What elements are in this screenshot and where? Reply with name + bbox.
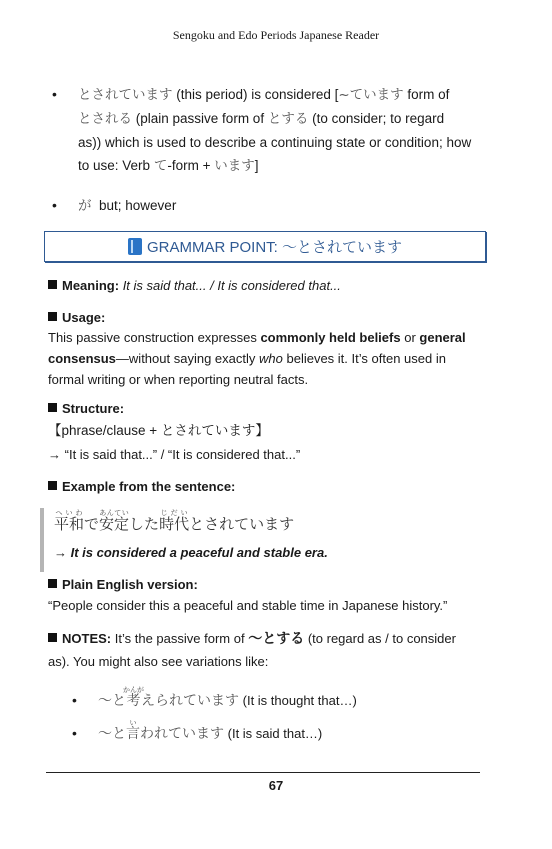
running-header: Sengoku and Edo Periods Japanese Reader xyxy=(172,28,380,42)
bullet-dot: • xyxy=(52,197,57,213)
page-number: 67 xyxy=(268,778,284,793)
meaning-section: Meaning: It is said that... / It is considered that... xyxy=(48,275,341,296)
example-japanese: 平和へいわで安定あんていした時代じだいとされています xyxy=(54,510,295,533)
vocab-term: とされています xyxy=(78,87,173,103)
vocab-term: が xyxy=(78,198,92,214)
book-icon xyxy=(128,238,142,255)
structure-heading: Structure: xyxy=(48,398,124,419)
structure-meaning: → “It is said that...” / “It is considered that...” xyxy=(48,447,301,462)
arrow-right-icon: → xyxy=(48,447,61,462)
variation-item: ～と考かんがえられています (It is thought that…) xyxy=(98,686,357,709)
bullet-dot: • xyxy=(72,692,77,708)
example-heading: Example from the sentence: xyxy=(48,476,235,497)
footer-rule xyxy=(46,772,480,773)
notes-line2: as). You might also see variations like: xyxy=(48,654,269,669)
vocab-item-toSareteimasu: とされています (this period) is considered [~ています form of とされる (plain passive form of とする (to consider; to regard as)) which is used to describe a continuing state or condition; how to use: Verb て-form + います] xyxy=(78,87,472,174)
square-bullet-icon xyxy=(48,403,57,412)
bullet-dot: • xyxy=(72,725,77,741)
square-bullet-icon xyxy=(48,312,57,321)
quote-bar xyxy=(40,508,44,572)
grammar-point-heading: GRAMMAR POINT: ～とされています xyxy=(44,231,486,262)
furigana-word: 安定あんてい xyxy=(99,510,130,533)
square-bullet-icon xyxy=(48,579,57,588)
bullet-dot: • xyxy=(52,86,57,102)
square-bullet-icon xyxy=(48,280,57,289)
notes-line1: NOTES: It’s the passive form of ～とする (to regard as / to consider xyxy=(48,628,456,650)
usage-heading: Usage: xyxy=(48,307,105,328)
variation-item: ～と言いわれています (It is said that…) xyxy=(98,719,323,742)
structure-pattern: 【phrase/clause + とされています】 xyxy=(48,423,269,438)
usage-body: This passive construction expresses commonly held beliefs or general consensus—without saying exactly who believes it. It’s often used in formal writing or when reporting neutral facts. xyxy=(48,330,466,387)
square-bullet-icon xyxy=(48,481,57,490)
furigana-word: 時代じだい xyxy=(159,510,190,533)
plain-english-heading: Plain English version: xyxy=(48,574,198,595)
furigana-word: 平和へいわ xyxy=(54,510,85,533)
arrow-right-icon: → xyxy=(54,545,67,560)
plain-english-text: “People consider this a peaceful and stable time in Japanese history.” xyxy=(48,598,448,613)
example-translation: → It is considered a peaceful and stable era. xyxy=(54,545,328,560)
vocab-item-ga xyxy=(78,194,176,218)
furigana-word: 考かんが xyxy=(123,686,144,709)
furigana-word: 言い xyxy=(126,719,140,742)
vocab-definition: but; however xyxy=(99,198,177,213)
square-bullet-icon xyxy=(48,633,57,642)
